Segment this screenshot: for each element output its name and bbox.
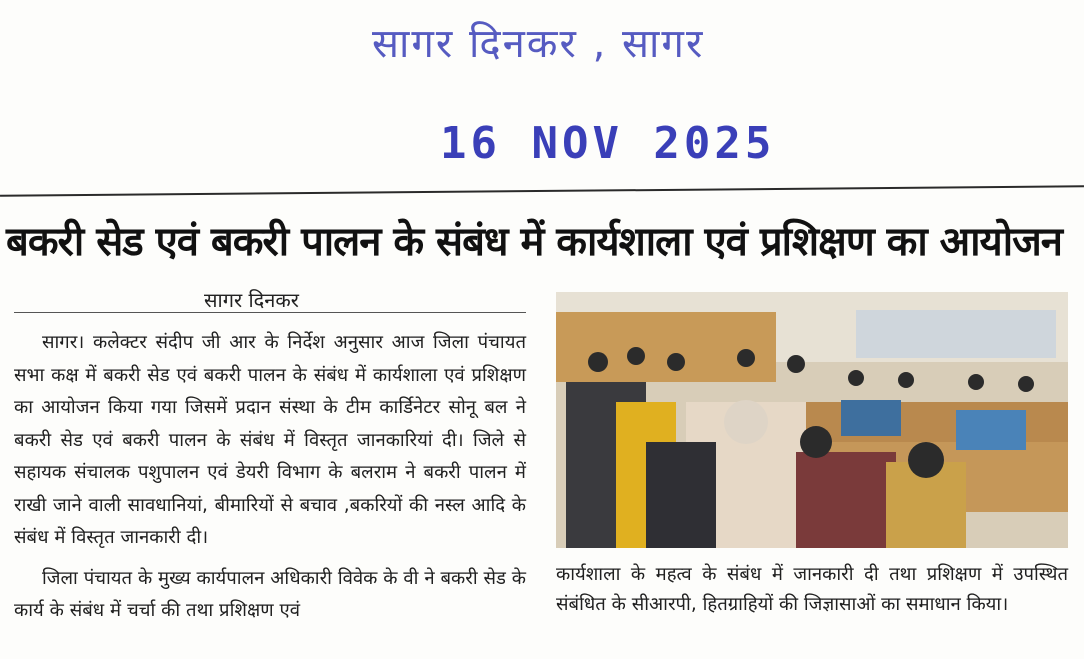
article-continuation: [556, 560, 1068, 620]
publication-stamp: सागर दिनकर , सागर: [372, 21, 705, 67]
article-paragraph: जिला पंचायत के मुख्य कार्यपालन अधिकारी विवेक के वी ने बकरी सेड के कार्य के संबंध में चर्चा की तथा प्रशिक्षण एवं: [14, 567, 526, 621]
continuation-text: कार्यशाला के महत्व के संबंध में जानकारी दी तथा प्रशिक्षण में उपस्थित संबंधित के सीआरपी, हितग्राहियों की जिज्ञासाओं का समाधान किया।: [556, 564, 1068, 615]
date-stamp: 16 NOV 2025: [440, 118, 776, 169]
byline: सागर दिनकर: [204, 288, 299, 312]
article-body: [14, 327, 526, 628]
headline: बकरी सेड एवं बकरी पालन के संबंध में कार्यशाला एवं प्रशिक्षण का आयोजन: [6, 219, 1062, 265]
workshop-photo-illustration: [556, 292, 1068, 548]
top-rule: [0, 185, 1084, 196]
article-paragraph: सागर। कलेक्टर संदीप जी आर के निर्देश अनुसार आज जिला पंचायत सभा कक्ष में बकरी सेड एवं बकरी पालन के संबंध में कार्यशाला एवं प्रशिक्षण का आयोजन किया गया जिसमें प्रदान संस्था के टीम कार्डिनेटर सोनू बल ने बकरी सेड एवं बकरी पालन के संबंध में विस्तृत जानकारियां दी। जिले से सहायक संचालक पशुपालन एवं डेयरी विभाग के बलराम ने बकरी पालन में राखी जाने वाली सावधानियां, बीमारियों से बचाव ,बकरियों की नस्ल आदि के संबंध में विस्तृत जानकारी दी।: [14, 332, 526, 548]
byline-divider: [14, 312, 526, 313]
article-photo: [556, 292, 1068, 548]
